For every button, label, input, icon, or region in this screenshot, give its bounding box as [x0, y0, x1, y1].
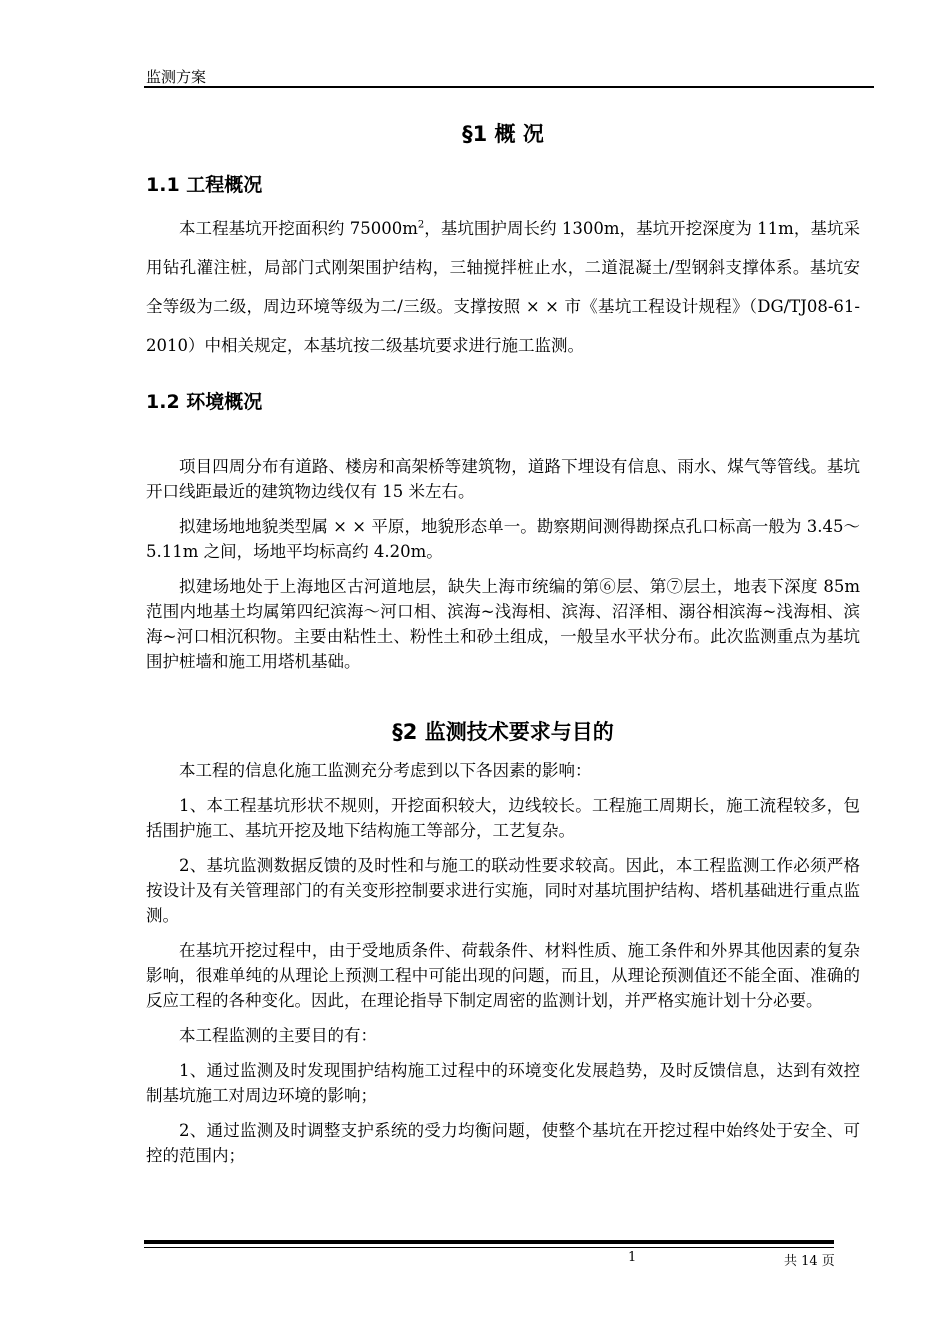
sub1-title: 1.1 工程概况	[146, 174, 263, 196]
header-rule	[144, 86, 874, 88]
section2-body	[146, 758, 860, 1168]
sub2-body	[146, 454, 860, 674]
section2-title: §2 监测技术要求与目的	[392, 720, 614, 744]
section2-paragraph: 本工程监测的主要目的有：	[179, 1026, 377, 1045]
header-title: 监测方案	[146, 68, 207, 86]
footer-rule-thin	[144, 1247, 834, 1248]
area-unit-superscript: 2	[417, 219, 425, 231]
sub2-title: 1.2 环境概况	[146, 391, 263, 413]
page-total: 共 14 页	[784, 1254, 835, 1269]
section2-paragraph: 1、通过监测及时发现围护结构施工过程中的环境变化发展趋势，及时反馈信息，达到有效控制基坑施工对周边环境的影响；	[146, 1061, 860, 1105]
sub2-paragraph: 拟建场地处于上海地区古河道地层，缺失上海市统编的第⑥层、第⑦层土，地表下深度 85m 范围内地基土均属第四纪滨海～河口相、滨海~浅海相、滨海、沼泽相、溺谷相滨海~浅海相、滨海~河口相沉积物。主要由粘性土、粉性土和砂土组成，一般呈水平状分布。此次监测重点为基坑围护桩墙和施工用塔机基础。	[146, 577, 860, 671]
sub1-paragraph	[146, 209, 860, 365]
section1-title: §1 概 况	[462, 122, 544, 146]
section2-paragraph: 在基坑开挖过程中，由于受地质条件、荷载条件、材料性质、施工条件和外界其他因素的复杂影响，很难单纯的从理论上预测工程中可能出现的问题，而且，从理论预测值还不能全面、准确的反应工程的各种变化。因此，在理论指导下制定周密的监测计划，并严格实施计划十分必要。	[146, 941, 860, 1010]
page-content	[146, 118, 860, 1178]
sub2-paragraph: 项目四周分布有道路、楼房和高架桥等建筑物，道路下埋设有信息、雨水、煤气等管线。基坑开口线距最近的建筑物边线仅有 15 米左右。	[146, 457, 860, 501]
section2-paragraph: 本工程的信息化施工监测充分考虑到以下各因素的影响：	[179, 761, 592, 780]
section2-paragraph: 2、通过监测及时调整支护系统的受力均衡问题，使整个基坑在开挖过程中始终处于安全、可控的范围内；	[146, 1121, 860, 1165]
section2-paragraph: 2、基坑监测数据反馈的及时性和与施工的联动性要求较高。因此，本工程监测工作必须严格按设计及有关管理部门的有关变形控制要求进行实施，同时对基坑围护结构、塔机基础进行重点监测。	[146, 856, 860, 925]
sub1-text-b: ，基坑围护周长约 1300m，基坑开挖深度为 11m，基坑采用钻孔灌注桩，局部门式刚架围护结构，三轴搅拌桩止水，二道混凝土/型钢斜支撑体系。基坑安全等级为二级，周边环境等级为二/三级。支撑按照 × × 市《基坑工程设计规程》（DG/TJ08-61-2010）中相关规定，本基坑按二级基坑要求进行施工监测。	[146, 219, 860, 355]
footer-rule-thick	[144, 1240, 834, 1244]
sub2-paragraph: 拟建场地地貌类型属 × × 平原，地貌形态单一。勘察期间测得勘探点孔口标高一般为 3.45～5.11m 之间，场地平均标高约 4.20m。	[146, 517, 860, 561]
section2-paragraph: 1、本工程基坑形状不规则，开挖面积较大，边线较长。工程施工周期长，施工流程较多，包括围护施工、基坑开挖及地下结构施工等部分，工艺复杂。	[146, 796, 860, 840]
sub1-text-a: 本工程基坑开挖面积约 75000m	[179, 219, 418, 238]
page-number: 1	[628, 1250, 637, 1265]
sub1-body	[146, 209, 860, 365]
